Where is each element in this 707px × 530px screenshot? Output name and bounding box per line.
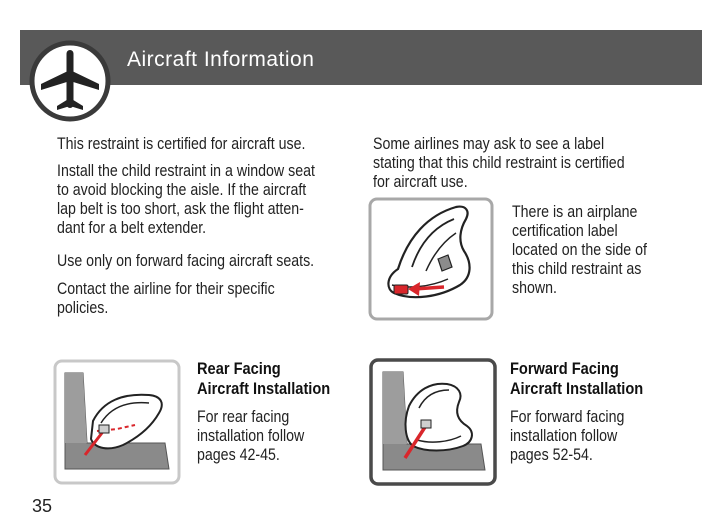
forward-facing-only-note: Use only on forward facing aircraft seats. [57,252,315,270]
section-header-bar [20,30,702,85]
forward-facing-illustration [369,358,497,491]
certification-label-illustration [368,197,494,326]
contact-airline-note: Contact the airline for their specific policies. [57,280,275,317]
airline-label-note: Some airlines may ask to see a label stating that this child restraint is certified for aircraft use. [373,135,625,191]
forward-facing-pages: For forward facing installation follow pages 52-54. [510,408,625,464]
airplane-icon [29,40,111,122]
certified-statement: This restraint is certified for aircraft use. [57,135,306,153]
forward-facing-heading: Forward Facing Aircraft Installation [510,359,644,398]
certification-label-caption: There is an airplane certification label located on the side of this child restraint as shown. [512,203,647,297]
window-seat-instructions: Install the child restraint in a window seat to avoid blocking the aisle. If the aircraft lap belt is too short, ask the flight atten- dant for a belt extender. [57,162,315,237]
rear-facing-pages: For rear facing installation follow pages 42-45. [197,408,305,464]
section-title: Aircraft Information [127,48,315,71]
rear-facing-heading: Rear Facing Aircraft Installation [197,359,331,398]
page-number: 35 [32,496,53,516]
rear-facing-illustration [53,359,181,490]
